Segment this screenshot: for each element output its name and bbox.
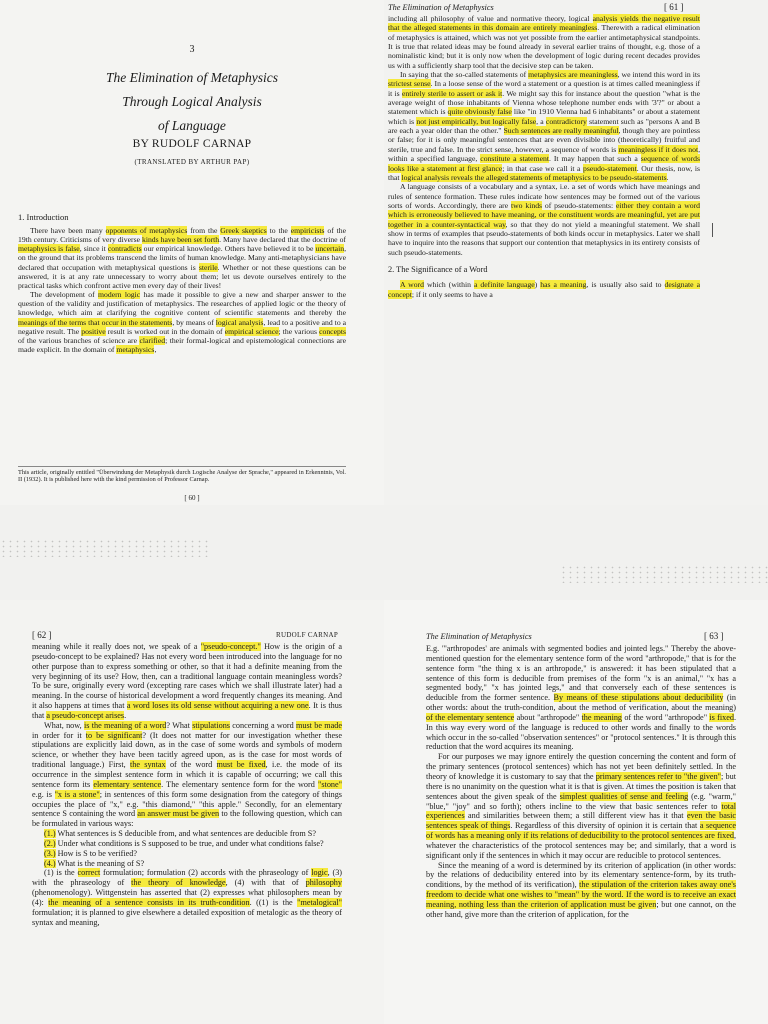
highlighted-text: quite obviously false: [447, 107, 512, 117]
paragraph: [32, 868, 342, 927]
highlighted-text: sterile: [198, 262, 218, 272]
highlighted-text: not just empirically, but logically false: [416, 116, 537, 126]
highlighted-text: a sequence of words has a meaning only if its relations of deducibility to the protocol sentences are fixed: [426, 821, 737, 841]
highlighted-text: "pseudo-concept.": [200, 642, 261, 651]
text-run: has made it possible to give a new and sharper answer to the question of the validity and justification of metaphysics. The researches of applied logic or the theory of knowledge, which aim at clarifying the cognitive content of scientific statements and thereby the: [18, 290, 347, 318]
text-run: about "arthropode": [514, 712, 582, 722]
highlighted-text: "metalogical": [297, 897, 342, 907]
text-run: There have been many: [30, 226, 106, 235]
highlighted-text: philosophy: [305, 878, 342, 888]
highlighted-text: opponents of metaphysics: [105, 226, 188, 235]
text-run: of pseudo-statements:: [542, 200, 616, 210]
text-run: How is the origin of a pseudo-concept to be explained? Has not every word been introduced into the language for no other purpose than to express something or other, so that it had a definite meaning from the very beginning of its use? How, then, can a traditional language contain meaningless words? To be sure, originally every word (excepting rare cases which we shall illustrate later) had a meaning. In the course of historical development a word frequently changes its meaning. And it also happens at times that: [32, 642, 342, 711]
text-run: ; but there is no unanimity on the question what it is that is given. At times the position is taken that sentences about the given speak of the: [426, 771, 736, 801]
text-run: including all philosophy of value and normative theory, logical: [388, 14, 593, 23]
highlighted-text: contradicts: [107, 244, 142, 254]
chapter-number: 3: [189, 44, 195, 55]
text-run: , within a specified language,: [388, 144, 701, 164]
text-run: and similarities between them; a still different view has it that: [464, 811, 687, 821]
highlighted-text: By means of these stipulations about deducibility: [553, 693, 724, 703]
text-run: ; but one cannot, on the other hand, give more than the criterion of application, for the: [426, 899, 736, 919]
text-run: , whatever the characteristics of the protocol sentences may be; and similarly, that a word is significant only if the sentences in which it may occur are reducible to protocol sentences.: [426, 831, 736, 860]
text-run: In saying that the so-called statements of: [400, 70, 529, 80]
highlighted-text: logical analysis reveals the alleged statements of metaphysics to be pseudo-statements: [401, 172, 667, 182]
highlighted-text: logic: [311, 868, 328, 878]
highlighted-text: (2.): [44, 838, 56, 848]
highlighted-text: has a meaning: [540, 280, 587, 290]
paragraph: [388, 182, 700, 257]
intro-body: [18, 226, 346, 354]
highlighted-text: an answer must be given: [137, 809, 220, 819]
scan-noise: [560, 565, 768, 583]
highlighted-text: uncertain: [315, 244, 345, 254]
text-run: Since the meaning of a word is determined by its criterion of application (in other words: by the relations of deducibility entered into by its elementary sentence-form, by its truth-conditions, by the method of its verification),: [426, 860, 736, 890]
paragraph: [388, 14, 700, 70]
text-run: . ((1) is the: [249, 897, 298, 907]
text-run: . In a loose sense of the word a statement or a question is at times called meaningless if it is: [388, 79, 701, 98]
text-run: meaning while it really does not, we speak of a: [32, 642, 201, 651]
highlighted-text: sequence of words looks like a statement at first glance: [388, 154, 700, 173]
highlighted-text: contradictory: [545, 116, 587, 126]
highlighted-text: designate a concept: [388, 280, 700, 299]
text-run: in order for it: [32, 730, 86, 740]
text-run: E.g. "'arthropodes' are animals with segmented bodies and jointed legs." Thereby the above-mentioned question for the elementary sentence form of the word "arthropode," that is for the sentence form "the thing x is an arthropode," is answered: it has been stipulated that a sentence of this form is deducible from premises of the form "x is an animal," "x has a segmented body," "x has jointed legs," and that conversely each of these sentences is deducible from the former sentence.: [426, 644, 736, 703]
highlighted-text: the syntax: [129, 760, 166, 770]
highlighted-text: a definite language: [474, 280, 535, 290]
paragraph: [18, 226, 346, 290]
highlighted-text: of the elementary sentence: [426, 712, 515, 722]
highlighted-text: pseudo-statement: [582, 163, 637, 173]
text-run: ): [534, 280, 541, 290]
running-head: The Elimination of Metaphysics: [426, 632, 532, 641]
text-run: A language consists of a vocabulary and a syntax, i.e. a set of words which have meanings and rules of sentence formation. These rules indicate how sentences may be formed out of the various sorts of words. Accordingly, there are: [388, 182, 700, 210]
highlighted-text: either they contain a word which is erroneously believed to have meaning, or the constituent words are meaningful, yet are put together in a counter-syntactical way: [388, 200, 700, 229]
translator-note: (TRANSLATED BY ARTHUR PAP): [134, 158, 250, 166]
margin-mark: [712, 223, 713, 237]
question-item: [32, 829, 342, 839]
text-run: What sentences is S deducible from, and what sentences are deducible from S?: [55, 829, 316, 839]
text-run: ; in that case we call it a: [502, 163, 583, 173]
question-item: [32, 859, 342, 869]
text-run: to the following question, which can be formulated in various ways:: [32, 809, 342, 829]
body-column: [32, 642, 342, 927]
highlighted-text: stipulations: [192, 720, 230, 730]
highlighted-text: metaphysics is false: [18, 244, 80, 254]
text-run: (1) is the: [44, 868, 78, 878]
page-63: [384, 600, 768, 1024]
text-run: statement such as "persons A and B are each a year older than the other.": [388, 116, 700, 136]
text-run: , we intend this word in its: [617, 70, 701, 80]
text-run: What, now,: [44, 720, 84, 730]
text-run: formulation; formulation (2) accords with the phraseology of: [100, 868, 312, 878]
paragraph: [426, 861, 736, 920]
highlighted-text: clarified: [139, 335, 166, 345]
page-61: [384, 0, 768, 505]
text-run: , on the ground that its problems transcend the limits of human knowledge. Many anti-metaphysicians have declared that occupation with metaphysical questions is: [18, 244, 346, 272]
text-run: ; the various: [278, 326, 320, 336]
page-number: [ 63 ]: [704, 631, 724, 641]
author-byline: BY RUDOLF CARNAP: [132, 138, 252, 150]
title-line-3: of Language: [158, 118, 226, 133]
text-run: of the various branches of science are: [18, 335, 140, 345]
text-run: which (within: [423, 280, 474, 290]
text-run: , is usually also said to: [586, 280, 665, 290]
text-run: from the: [187, 226, 221, 235]
highlighted-text: empirical science: [224, 326, 279, 336]
text-run: (e.g. "warm," "blue," "joy" and so forth); others incline to the view that basic sentences refer to: [426, 791, 737, 811]
page-62: [0, 600, 384, 1024]
scan-noise: [0, 539, 210, 557]
text-run: ,: [154, 345, 157, 355]
title-line-2: Through Logical Analysis: [122, 94, 262, 109]
highlighted-text: (1.): [44, 829, 56, 839]
highlighted-text: must be made: [296, 720, 342, 730]
highlighted-text: (3.): [44, 848, 56, 858]
text-run: . Regardless of this diversity of opinion it is certain that: [510, 821, 700, 831]
text-run: ; their formal-logical and epistemological connections are made explicit. In the domain of: [18, 335, 346, 355]
text-run: . It may happen that such a: [548, 154, 641, 164]
text-run: e.g. is: [32, 789, 55, 799]
highlighted-text: a pseudo-concept arises: [46, 710, 125, 720]
highlighted-text: positive: [81, 326, 106, 336]
scan-gap: [0, 505, 768, 600]
running-head: RUDOLF CARNAP: [276, 631, 339, 639]
text-run: . We might say this for instance about the question "what is the average weight of those inhabitants of Vienna whose telephone number ends with '3'?" or about a statement which is: [388, 88, 700, 117]
highlighted-text: constitute a statement: [480, 154, 549, 164]
highlighted-text: to be significant: [85, 730, 143, 740]
highlighted-text: "stone": [318, 779, 342, 789]
highlighted-text: A word: [400, 280, 424, 290]
title-line-1: The Elimination of Metaphysics: [105, 70, 279, 85]
highlighted-text: Greek skeptics: [220, 226, 267, 235]
text-run: The development of: [30, 290, 99, 300]
text-run: , (3) with the phraseology of: [32, 868, 343, 888]
highlighted-text: the meaning of a sentence consists in its truth-condition: [48, 897, 250, 907]
section-heading: 1. Introduction: [18, 212, 69, 222]
highlighted-text: two kinds: [510, 200, 543, 210]
highlighted-text: meaningless if it does not: [618, 144, 699, 154]
highlighted-text: the stipulation of the criterion takes away one's freedom to decide what one wishes to "mean" by the word. If the word is to receive an exact meaning, nothing less than the criterion of application must be given: [426, 880, 736, 909]
paragraph: [388, 280, 700, 299]
text-run: our empirical knowledge. Others have believed it to be: [141, 244, 316, 254]
text-run: ; if it only seems to have a: [411, 289, 493, 299]
paragraph: [388, 70, 700, 182]
highlighted-text: logical analysis: [215, 317, 264, 327]
paragraph: [32, 642, 342, 721]
highlighted-text: "x is a stone": [54, 789, 100, 799]
page-number: [ 60 ]: [184, 494, 200, 502]
text-run: . Whether or not these questions can be answered, it is at any rate unnecessary to worry about them; let us devote ourselves entirely to the practical tasks which confront active men every day of their lives!: [18, 262, 346, 290]
highlighted-text: metaphysics are meaningless: [528, 70, 618, 80]
text-run: , (4) with that of: [225, 878, 306, 888]
text-run: ? What: [166, 720, 193, 730]
page-60: [0, 0, 384, 505]
paragraph: [18, 290, 346, 354]
highlighted-text: concepts: [319, 326, 346, 336]
highlighted-text: analysis yields the negative result that the alleged statements in this domain are entirely meaningless: [388, 14, 700, 33]
text-run: ? (It does not matter for our investigation whether these stipulations are explicitly laid down, as in the case of some words and symbols of modern science, or whether they have been tacitly agreed upon, as is the case for most words of traditional language.) First,: [32, 730, 342, 770]
text-run: (phenomenology). Wittgenstein has asserted that (2) expresses what philosophers mean by (4):: [32, 888, 342, 907]
highlighted-text: strictest sense: [388, 79, 431, 89]
footnote: This article, originally entitled "Überwindung der Metaphysik durch Logische Analyse der Sprache," appeared in Erkenntnis, Vol. II (1932). It is published here with the kind permission of Professor Carnap.: [18, 466, 346, 484]
text-run: concerning a word: [229, 720, 297, 730]
text-run: to the: [266, 226, 291, 235]
highlighted-text: is the meaning of a word: [83, 720, 167, 730]
text-run: . It is thus that: [32, 701, 342, 720]
text-run: , so that they do not yield a meaningful statement. We shall show in terms of examples that pseudo-statements of both kinds occur in metaphysics. Later we shall have to inquire into the reasons that support our contention that metaphysics in its entirety consists of such pseudo-statements.: [388, 219, 701, 257]
text-run: , a: [536, 116, 546, 126]
running-head: The Elimination of Metaphysics: [388, 3, 494, 12]
highlighted-text: even the basic sentences speak of things: [426, 811, 736, 831]
section-heading: 2. The Significance of a Word: [388, 264, 488, 274]
text-run: formulation; it is planned to give elsewhere a detailed exposition of metalogic as the theory of syntax and meaning,: [32, 907, 342, 927]
highlighted-text: modern logic: [98, 290, 141, 300]
text-run: How is S to be verified?: [55, 848, 137, 858]
text-run: , lead to a positive and to a negative result. The: [18, 317, 347, 336]
page-number: [ 62 ]: [32, 630, 52, 640]
text-run: , by means of: [172, 317, 216, 327]
paragraph: [426, 752, 736, 860]
highlighted-text: elementary sentence: [93, 779, 162, 789]
text-run: of the word: [165, 760, 217, 770]
text-run: . Therewith a radical elimination of metaphysics is attained, which was not yet possible from the earlier antimetaphysical standpoints. It is true that related ideas may be found already in several earlier trains of thought, e.g. those of a nominalistic kind; but it is only now when the development of logic during recent decades provides us with a sufficiently sharp tool that the decisive step can be taken.: [388, 23, 700, 70]
highlighted-text: empiricists: [290, 226, 325, 235]
text-run: Under what conditions is S supposed to be true, and under what conditions false?: [55, 838, 324, 848]
body-column: [426, 644, 736, 920]
highlighted-text: the theory of knowledge: [131, 878, 226, 888]
highlighted-text: a word loses its old sense without acquiring a new one: [126, 701, 309, 711]
text-run: . In this way every word of the language is reduced to other words and finally to the words which occur in the so-called "observation sentences" or "protocol sentences." It is through this reduction that the word acquires its meaning.: [426, 712, 736, 752]
text-run: .: [124, 710, 127, 720]
text-run: . The elementary sentence form for the word: [161, 779, 319, 789]
highlighted-text: the meaning: [581, 712, 623, 722]
text-run: , i.e. the mode of its occurrence in the simplest sentence form in which it is capable of occurring; we call this sentence form its: [32, 760, 342, 789]
highlighted-text: total experiences: [426, 801, 736, 821]
highlighted-text: kinds have been set forth: [141, 235, 220, 245]
text-run: What is the meaning of S?: [55, 858, 145, 868]
body-column: [388, 14, 700, 299]
question-item: [32, 849, 342, 859]
text-run: , though they are pointless or false; for it is only meaningful sentences that are even divisible into (theoretically) fruitful and sterile, true and false. In the strict sense, however, a sequence of words is: [388, 126, 700, 154]
paragraph: [32, 721, 342, 829]
page-number: [ 61 ]: [664, 2, 684, 12]
highlighted-text: entirely sterile to assert or ask it: [401, 88, 503, 98]
text-run: (in other words: about the truth-condition, about the method of verification, about the meaning): [426, 693, 736, 713]
paragraph: [426, 644, 736, 752]
highlighted-text: metaphysics: [116, 345, 155, 355]
text-run: like "in 1910 Vienna had 6 inhabitants" or about a statement which is: [388, 107, 701, 126]
text-run: . Our thesis, now, is that: [388, 163, 700, 182]
text-run: ; in sentences of this form some designation from the category of things occupies the place of "x," e.g. "this diamond," "this apple." Secondly, for an elementary sentence S containing the word: [32, 789, 342, 819]
highlighted-text: (4.): [44, 858, 56, 868]
question-item: [32, 839, 342, 849]
text-run: of the word "arthropode": [622, 712, 710, 722]
text-run: of the 19th century. Criticisms of very diverse: [18, 226, 347, 245]
text-run: .: [666, 172, 669, 182]
text-run: result is worked out in the domain of: [105, 326, 225, 336]
highlighted-text: must be fixed: [216, 760, 266, 770]
highlighted-text: is fixed: [709, 712, 734, 722]
highlighted-text: simplest qualities of sense and feeling: [559, 791, 689, 801]
text-run: . Many have declared that the doctrine of: [219, 235, 346, 245]
highlighted-text: primary sentences refer to "the given": [595, 771, 722, 781]
text-run: For our purposes we may ignore entirely the question concerning the content and form of the primary sentences (protocol sentences) which has not yet been definitely settled. In the theory of knowledge it is customary to say that the: [426, 752, 736, 781]
text-run: , since it: [79, 244, 108, 254]
highlighted-text: correct: [77, 868, 101, 878]
highlighted-text: meanings of the terms that occur in the statements: [18, 317, 173, 327]
highlighted-text: Such sentences are really meaningful: [503, 126, 619, 136]
